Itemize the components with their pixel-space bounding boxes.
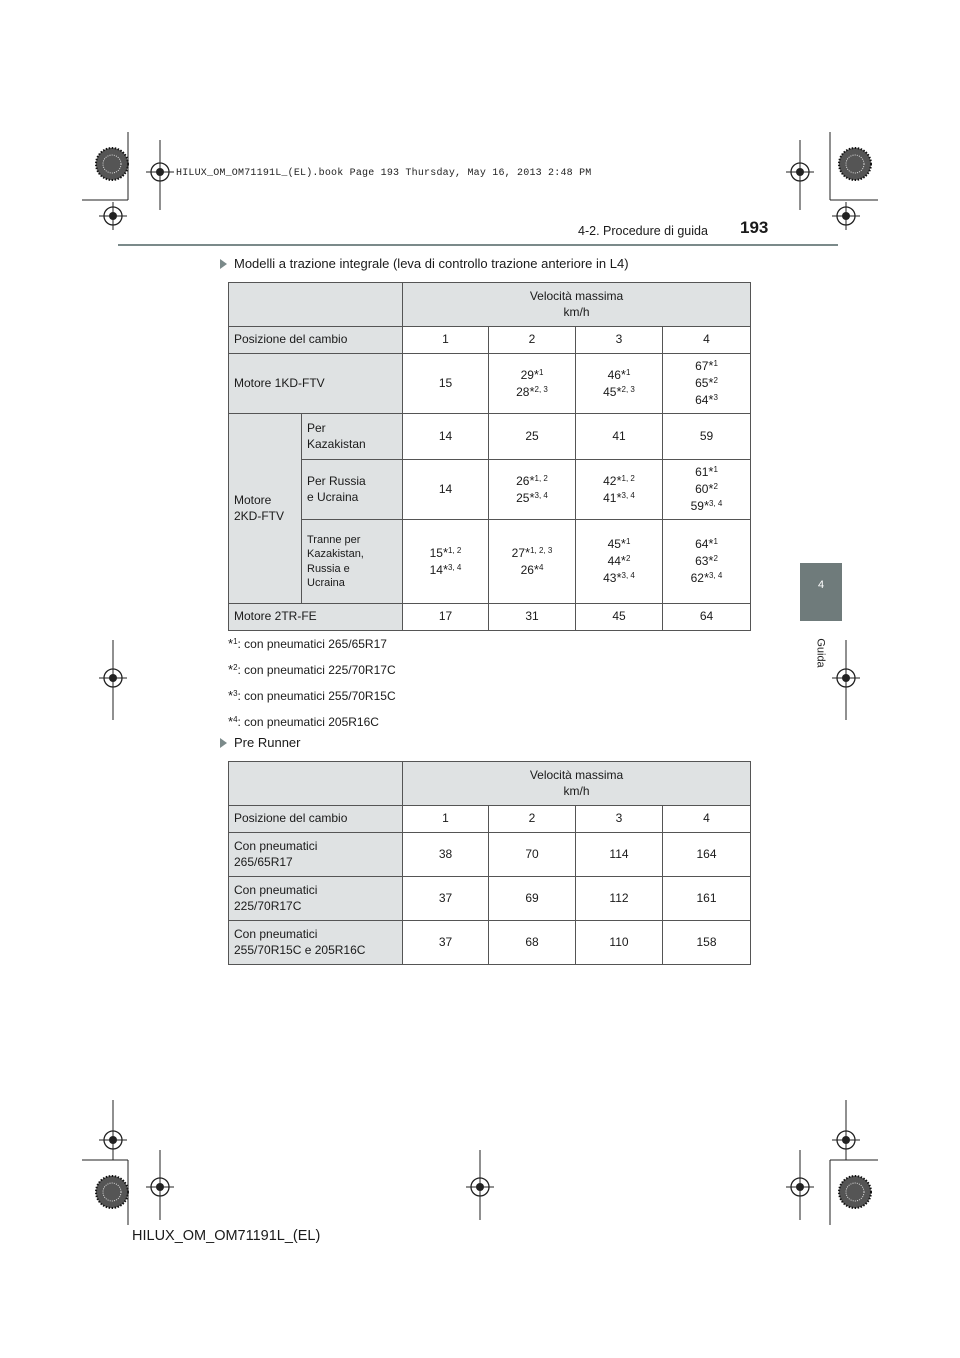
gear-label: Posizione del cambio bbox=[229, 327, 403, 354]
sunburst-mark-icon bbox=[96, 1176, 128, 1208]
value-cell: 112 bbox=[576, 877, 663, 921]
gear-cell: 1 bbox=[403, 806, 489, 833]
gear-cell: 1 bbox=[403, 327, 489, 354]
value-cell: 29*$^1$ 28*$^{2, 3}$ bbox=[489, 354, 576, 414]
gear-cell: 4 bbox=[663, 327, 751, 354]
value-cell: 68 bbox=[489, 921, 576, 965]
value-cell: 42*$^{1, 2}$ 41*$^{3, 4}$ bbox=[576, 460, 663, 520]
sub-row-label: Tranne per Kazakistan, Russia e Ucraina bbox=[302, 520, 403, 604]
row-label: Motore 1KD-FTV bbox=[229, 354, 403, 414]
crosshair-mark-icon bbox=[99, 202, 127, 230]
sunburst-mark-icon bbox=[839, 1176, 871, 1208]
corner-cell bbox=[229, 283, 403, 327]
value-cell: 37 bbox=[403, 877, 489, 921]
value-cell: 64 bbox=[663, 604, 751, 631]
gear-cell: 3 bbox=[576, 806, 663, 833]
header-rule bbox=[118, 244, 838, 246]
section-heading: Pre Runner bbox=[220, 735, 300, 750]
value-cell: 25 bbox=[489, 414, 576, 460]
value-cell: 31 bbox=[489, 604, 576, 631]
sub-row-label: Per Russia e Ucraina bbox=[302, 460, 403, 520]
crosshair-mark-icon bbox=[832, 202, 860, 230]
page-number: 193 bbox=[740, 218, 769, 237]
speed-header: Velocità massima km/h bbox=[403, 762, 751, 806]
value-cell: 45*$^1$ 44*$^2$ 43*$^{3, 4}$ bbox=[576, 520, 663, 604]
speed-table-prerunner bbox=[228, 761, 751, 965]
sub-row-label: Per Kazakistan bbox=[302, 414, 403, 460]
sunburst-mark-icon bbox=[96, 148, 128, 180]
section-heading: Modelli a trazione integrale (leva di controllo trazione anteriore in L4) bbox=[220, 256, 629, 271]
file-stamp: HILUX_OM_OM71191L_(EL).book Page 193 Thursday, May 16, 2013 2:48 PM bbox=[176, 168, 592, 179]
value-cell: 45 bbox=[576, 604, 663, 631]
row-label: Con pneumatici 225/70R17C bbox=[229, 877, 403, 921]
value-cell: 114 bbox=[576, 833, 663, 877]
chapter-label: Guida bbox=[814, 638, 827, 668]
triangle-bullet-icon bbox=[220, 738, 227, 748]
value-cell: 161 bbox=[663, 877, 751, 921]
gear-label: Posizione del cambio bbox=[229, 806, 403, 833]
footnote: *$^2$: con pneumatici 225/70R17C bbox=[228, 662, 396, 677]
value-cell: 59 bbox=[663, 414, 751, 460]
value-cell: 67*$^1$ 65*$^2$ 64*$^3$ bbox=[663, 354, 751, 414]
value-cell: 17 bbox=[403, 604, 489, 631]
speed-table-4wd bbox=[228, 282, 751, 631]
triangle-bullet-icon bbox=[220, 259, 227, 269]
section-title: 4-2. Procedure di guida bbox=[578, 224, 708, 238]
value-cell: 15 bbox=[403, 354, 489, 414]
speed-header: Velocità massima km/h bbox=[403, 283, 751, 327]
footnotes bbox=[228, 636, 396, 740]
value-cell: 15*$^{1, 2}$ 14*$^{3, 4}$ bbox=[403, 520, 489, 604]
row-label: Motore 2KD-FTV bbox=[229, 414, 302, 604]
footnote: *$^4$: con pneumatici 205R16C bbox=[228, 714, 379, 729]
value-cell: 69 bbox=[489, 877, 576, 921]
value-cell: 46*$^1$ 45*$^{2, 3}$ bbox=[576, 354, 663, 414]
value-cell: 41 bbox=[576, 414, 663, 460]
gear-cell: 4 bbox=[663, 806, 751, 833]
gear-cell: 2 bbox=[489, 806, 576, 833]
value-cell: 14 bbox=[403, 460, 489, 520]
value-cell: 164 bbox=[663, 833, 751, 877]
value-cell: 26*$^{1, 2}$ 25*$^{3, 4}$ bbox=[489, 460, 576, 520]
value-cell: 37 bbox=[403, 921, 489, 965]
value-cell: 14 bbox=[403, 414, 489, 460]
value-cell: 61*$^1$ 60*$^2$ 59*$^{3, 4}$ bbox=[663, 460, 751, 520]
footnote: *$^3$: con pneumatici 255/70R15C bbox=[228, 688, 396, 703]
gear-cell: 3 bbox=[576, 327, 663, 354]
value-cell: 64*$^1$ 63*$^2$ 62*$^{3, 4}$ bbox=[663, 520, 751, 604]
value-cell: 27*$^{1, 2, 3}$ 26*$^4$ bbox=[489, 520, 576, 604]
sunburst-mark-icon bbox=[839, 148, 871, 180]
value-cell: 110 bbox=[576, 921, 663, 965]
value-cell: 70 bbox=[489, 833, 576, 877]
chapter-tab: 4 bbox=[800, 563, 842, 621]
row-label: Motore 2TR-FE bbox=[229, 604, 403, 631]
document-code: HILUX_OM_OM71191L_(EL) bbox=[132, 1228, 321, 1244]
row-label: Con pneumatici 255/70R15C e 205R16C bbox=[229, 921, 403, 965]
gear-cell: 2 bbox=[489, 327, 576, 354]
value-cell: 158 bbox=[663, 921, 751, 965]
corner-cell bbox=[229, 762, 403, 806]
footnote: *$^1$: con pneumatici 265/65R17 bbox=[228, 636, 387, 651]
value-cell: 38 bbox=[403, 833, 489, 877]
row-label: Con pneumatici 265/65R17 bbox=[229, 833, 403, 877]
